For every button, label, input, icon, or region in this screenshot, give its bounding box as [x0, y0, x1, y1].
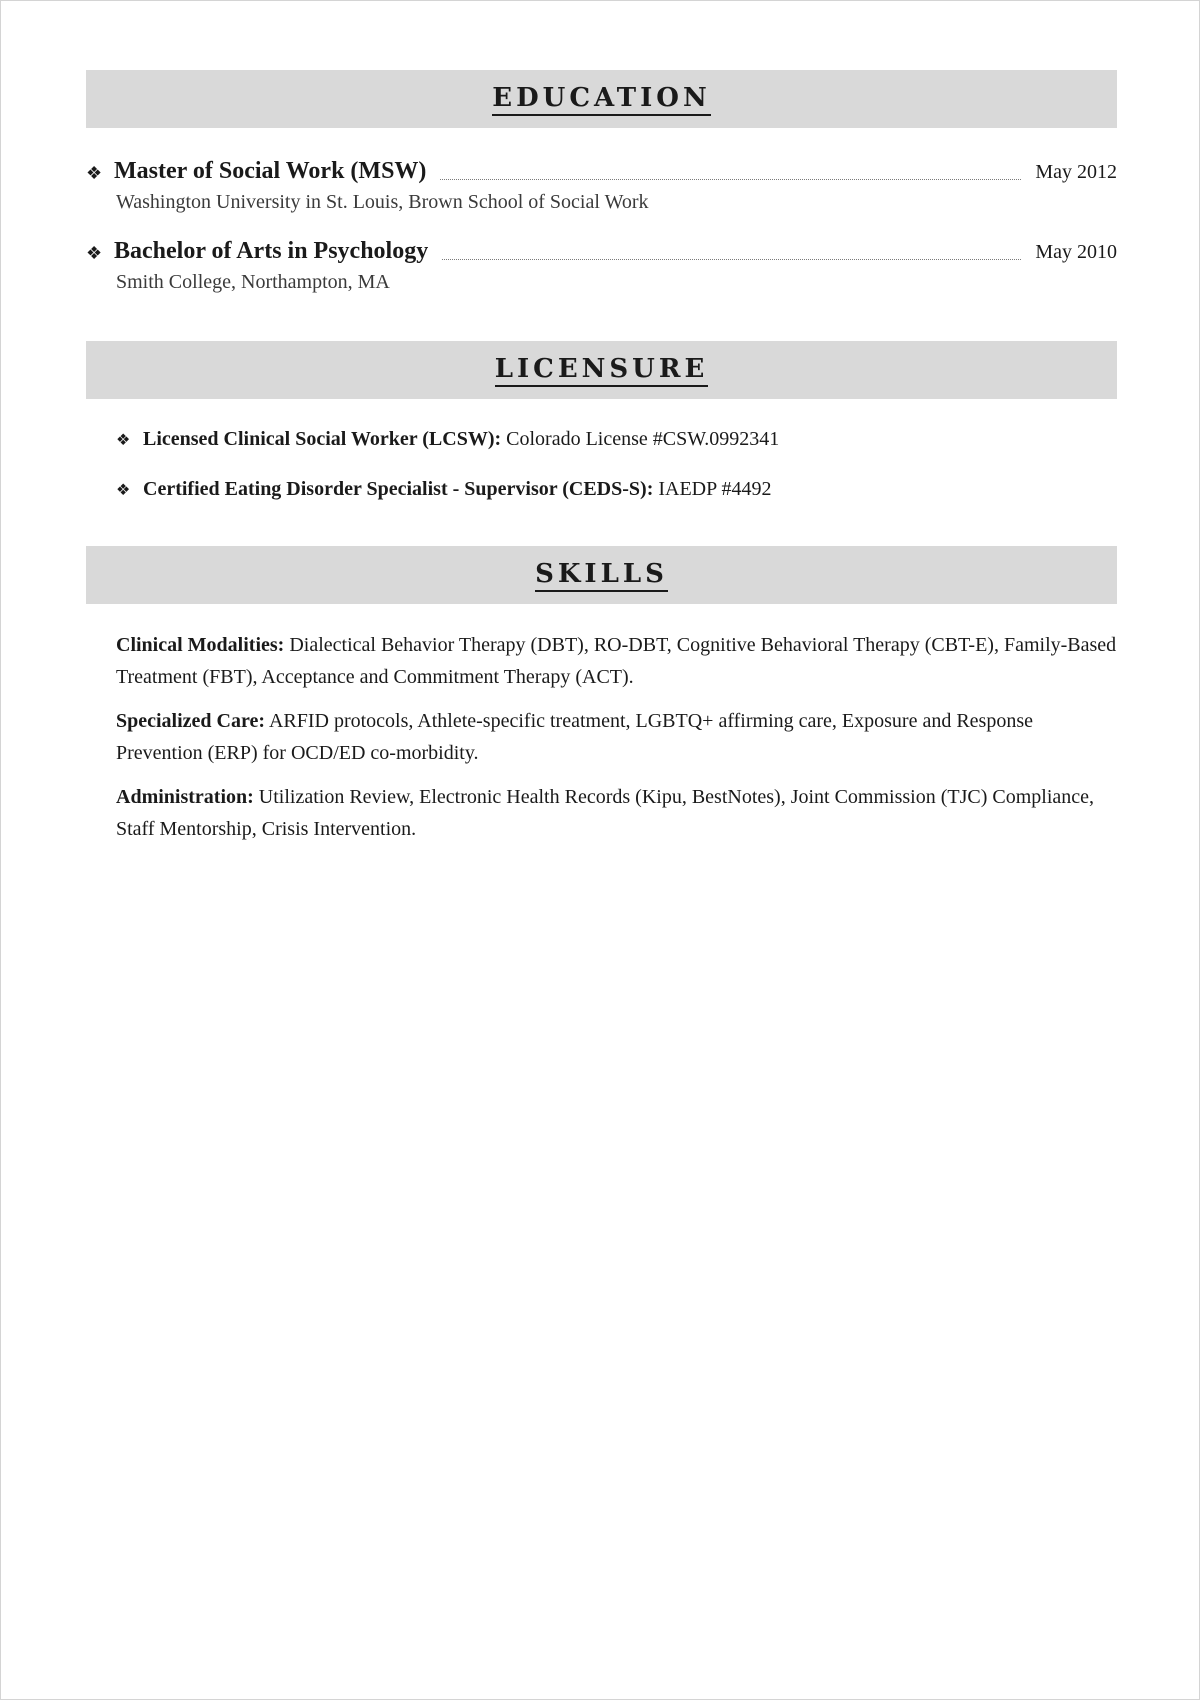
education-title: EDUCATION: [492, 83, 710, 116]
education-item-ba: [86, 236, 1117, 266]
skill-label: Specialized Care:: [116, 710, 266, 732]
skill-value: ARFID protocols, Athlete-specific treatment, LGBTQ+ affirming care, Exposure and Response Prevention (ERP) for OCD/ED co-morbidity.: [116, 710, 1033, 764]
degree-title: Bachelor of Arts in Psychology: [114, 238, 429, 264]
license-item: [116, 425, 779, 454]
skill-item: [116, 781, 1117, 845]
dotted-leader: [442, 258, 1021, 260]
degree-date: May 2010: [1035, 241, 1117, 263]
skills-title: SKILLS: [535, 559, 668, 592]
degree-date: May 2012: [1035, 161, 1117, 183]
degree-title: Master of Social Work (MSW): [114, 158, 427, 184]
license-label: Licensed Clinical Social Worker (LCSW):: [143, 428, 502, 450]
license-value: Colorado License #CSW.0992341: [501, 428, 780, 450]
skill-label: Clinical Modalities:: [116, 634, 285, 656]
school-name: Washington University in St. Louis, Brown School of Social Work: [116, 191, 649, 213]
skill-item: [116, 705, 1117, 769]
license-value: IAEDP #4492: [653, 478, 772, 500]
diamond-bullet-icon: ❖: [86, 243, 103, 263]
skill-value: Utilization Review, Electronic Health Records (Kipu, BestNotes), Joint Commission (TJC) Compliance, Staff Mentorship, Crisis Intervention.: [116, 786, 1095, 840]
dotted-leader: [440, 178, 1021, 180]
diamond-bullet-icon: ❖: [116, 482, 131, 499]
education-item-msw: [86, 156, 1117, 186]
skills-header: [86, 546, 1117, 604]
licensure-header: [86, 341, 1117, 399]
licensure-title: LICENSURE: [495, 354, 709, 387]
license-item: [116, 475, 772, 504]
diamond-bullet-icon: ❖: [86, 163, 103, 183]
diamond-bullet-icon: ❖: [116, 432, 131, 449]
skill-item: [116, 629, 1117, 693]
skill-value: Dialectical Behavior Therapy (DBT), RO-DBT, Cognitive Behavioral Therapy (CBT-E), Family-Based Treatment (FBT), Acceptance and Commitment Therapy (ACT).: [116, 634, 1117, 688]
skill-label: Administration:: [116, 786, 254, 808]
school-name: Smith College, Northampton, MA: [116, 271, 390, 293]
education-header: [86, 70, 1117, 128]
license-label: Certified Eating Disorder Specialist - Supervisor (CEDS-S):: [143, 478, 654, 500]
